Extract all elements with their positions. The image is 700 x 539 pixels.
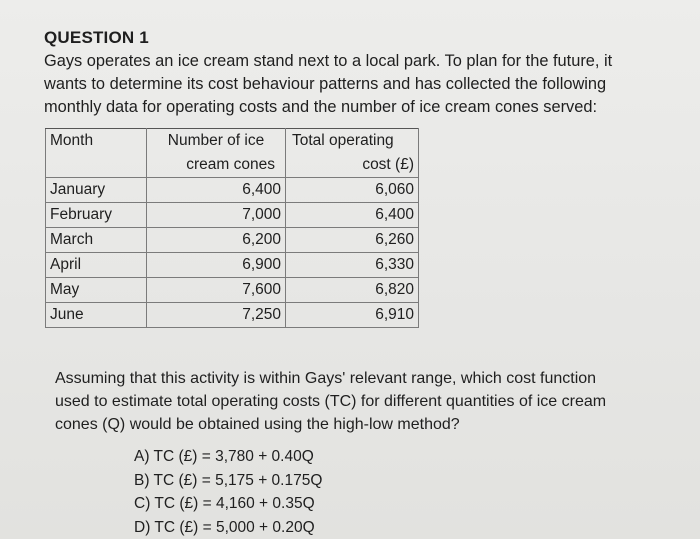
prompt-line: cones (Q) would be obtained using the high-low method? xyxy=(55,416,460,433)
intro-line: wants to determine its cost behaviour patterns and has collected the following xyxy=(44,75,607,93)
cell-cost: 6,060 xyxy=(286,178,419,203)
prompt-line: Assuming that this activity is within Gays' relevant range, which cost function xyxy=(55,370,597,387)
cell-cones: 7,000 xyxy=(147,203,286,228)
option-c: C) TC (£) = 4,160 + 0.35Q xyxy=(134,495,315,512)
question-title: QUESTION 1 xyxy=(44,28,149,47)
cell-cones: 6,200 xyxy=(147,228,286,253)
cell-cost: 6,910 xyxy=(286,303,419,328)
header-cones-2: cream cones xyxy=(147,153,286,178)
cell-cones: 6,900 xyxy=(147,253,286,278)
answer-options xyxy=(134,445,322,539)
header-month-blank xyxy=(46,153,147,178)
table-row xyxy=(46,303,419,328)
header-month: Month xyxy=(46,129,147,154)
question-intro xyxy=(44,50,684,119)
table-header-row-2 xyxy=(46,153,419,178)
option-a: A) TC (£) = 3,780 + 0.40Q xyxy=(134,448,314,465)
table-row xyxy=(46,253,419,278)
cell-month: June xyxy=(46,303,147,328)
cell-cones: 7,250 xyxy=(147,303,286,328)
cell-cost: 6,330 xyxy=(286,253,419,278)
cell-cost: 6,400 xyxy=(286,203,419,228)
prompt-line: used to estimate total operating costs (TC) for different quantities of ice cream xyxy=(55,393,607,410)
question-prompt xyxy=(55,367,675,436)
intro-line: monthly data for operating costs and the number of ice cream cones served: xyxy=(44,98,598,116)
cell-month: February xyxy=(46,203,147,228)
cell-month: April xyxy=(46,253,147,278)
cell-month: January xyxy=(46,178,147,203)
table-header-row xyxy=(46,129,419,154)
cell-cones: 6,400 xyxy=(147,178,286,203)
header-cones: Number of ice xyxy=(147,129,286,154)
header-cost: Total operating xyxy=(286,129,419,154)
cost-data-table xyxy=(45,128,419,328)
table-row xyxy=(46,203,419,228)
intro-line: Gays operates an ice cream stand next to a local park. To plan for the future, it xyxy=(44,52,613,70)
table-row xyxy=(46,178,419,203)
header-cost-2: cost (£) xyxy=(286,153,419,178)
cell-cost: 6,820 xyxy=(286,278,419,303)
cell-month: March xyxy=(46,228,147,253)
cell-month: May xyxy=(46,278,147,303)
table-row xyxy=(46,278,419,303)
cell-cones: 7,600 xyxy=(147,278,286,303)
cell-cost: 6,260 xyxy=(286,228,419,253)
option-b: B) TC (£) = 5,175 + 0.175Q xyxy=(134,471,323,489)
table-row xyxy=(46,228,419,253)
option-d: D) TC (£) = 5,000 + 0.20Q xyxy=(134,518,315,536)
